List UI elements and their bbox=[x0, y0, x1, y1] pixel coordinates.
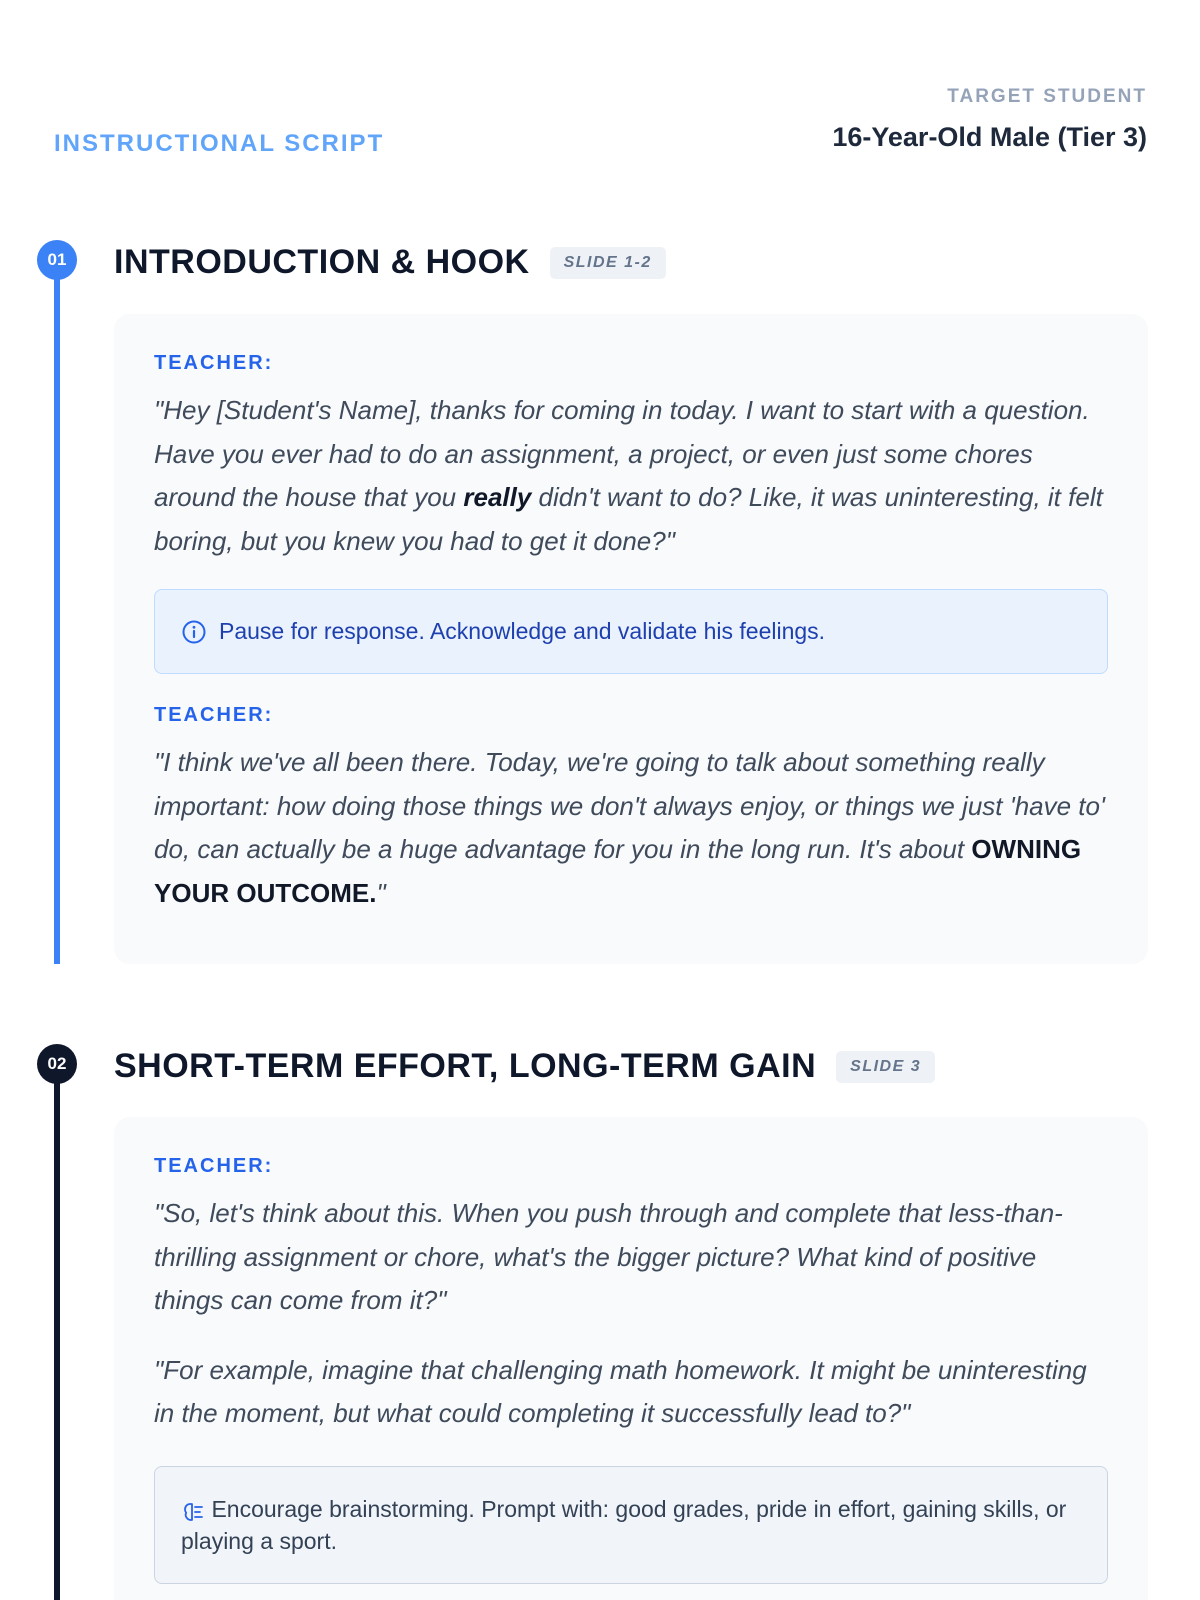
section-title-row bbox=[114, 1047, 935, 1086]
section-title: SHORT-TERM EFFORT, LONG-TERM GAIN bbox=[114, 1047, 817, 1085]
speaker-label: TEACHER: bbox=[154, 704, 274, 726]
quote-emphasis: really bbox=[463, 482, 532, 512]
script-card bbox=[114, 314, 1148, 964]
timeline-line bbox=[54, 278, 60, 964]
note-text: Encourage brainstorming. Prompt with: good grades, pride in effort, gaining skills, or playing a sport. bbox=[181, 1495, 1067, 1555]
target-student bbox=[832, 86, 1147, 153]
timeline-line bbox=[54, 1082, 60, 1600]
quote-text: didn't want to do? Like, it was uninteresting, it felt boring, but you knew you had to get it done?" bbox=[154, 482, 1103, 556]
brain-icon bbox=[181, 1499, 207, 1525]
teacher-note bbox=[154, 1466, 1108, 1585]
speaker-label: TEACHER: bbox=[154, 352, 274, 374]
section-number-badge: 02 bbox=[37, 1044, 77, 1084]
teacher-quote: "For example, imagine that challenging math homework. It might be uninteresting in the moment, but what could completing it successfully lead to?" bbox=[154, 1354, 1087, 1428]
teacher-note bbox=[154, 589, 1108, 674]
section-title-row bbox=[114, 243, 666, 282]
teacher-quote bbox=[154, 741, 1108, 915]
section-number-badge: 01 bbox=[37, 240, 77, 280]
quote-text: "I think we've all been there. Today, we're going to talk about something really important: how doing those things we don't always enjoy, or things we just 'have to' do, can actually be a huge advantage for you in the long run. It's about bbox=[154, 747, 1105, 864]
quote-text: "Hey [Student's Name], thanks for coming in today. I want to start with a question. Have you ever had to do an assignment, a project, or even just some chores around the house that you bbox=[154, 395, 1090, 512]
target-student-value: 16-Year-Old Male (Tier 3) bbox=[832, 122, 1147, 152]
page-header bbox=[0, 0, 1200, 170]
note-text: Pause for response. Acknowledge and validate his feelings. bbox=[219, 618, 826, 644]
slide-badge: SLIDE 1-2 bbox=[550, 247, 666, 279]
script-card bbox=[114, 1117, 1148, 1600]
section-title: INTRODUCTION & HOOK bbox=[114, 243, 530, 281]
teacher-quote bbox=[154, 389, 1108, 563]
info-icon bbox=[181, 619, 207, 645]
script-label: INSTRUCTIONAL SCRIPT bbox=[54, 130, 385, 157]
teacher-quote: "So, let's think about this. When you push through and complete that less-than-thrilling assignment or chore, what's the bigger picture? What kind of positive things can come from it?" bbox=[154, 1198, 1063, 1315]
quote-emphasis: OWNING YOUR OUTCOME. bbox=[154, 834, 1082, 908]
slide-badge: SLIDE 3 bbox=[836, 1051, 935, 1083]
quote-text: " bbox=[376, 877, 386, 908]
target-student-label: TARGET STUDENT bbox=[947, 86, 1147, 107]
speaker-label: TEACHER: bbox=[154, 1155, 274, 1177]
